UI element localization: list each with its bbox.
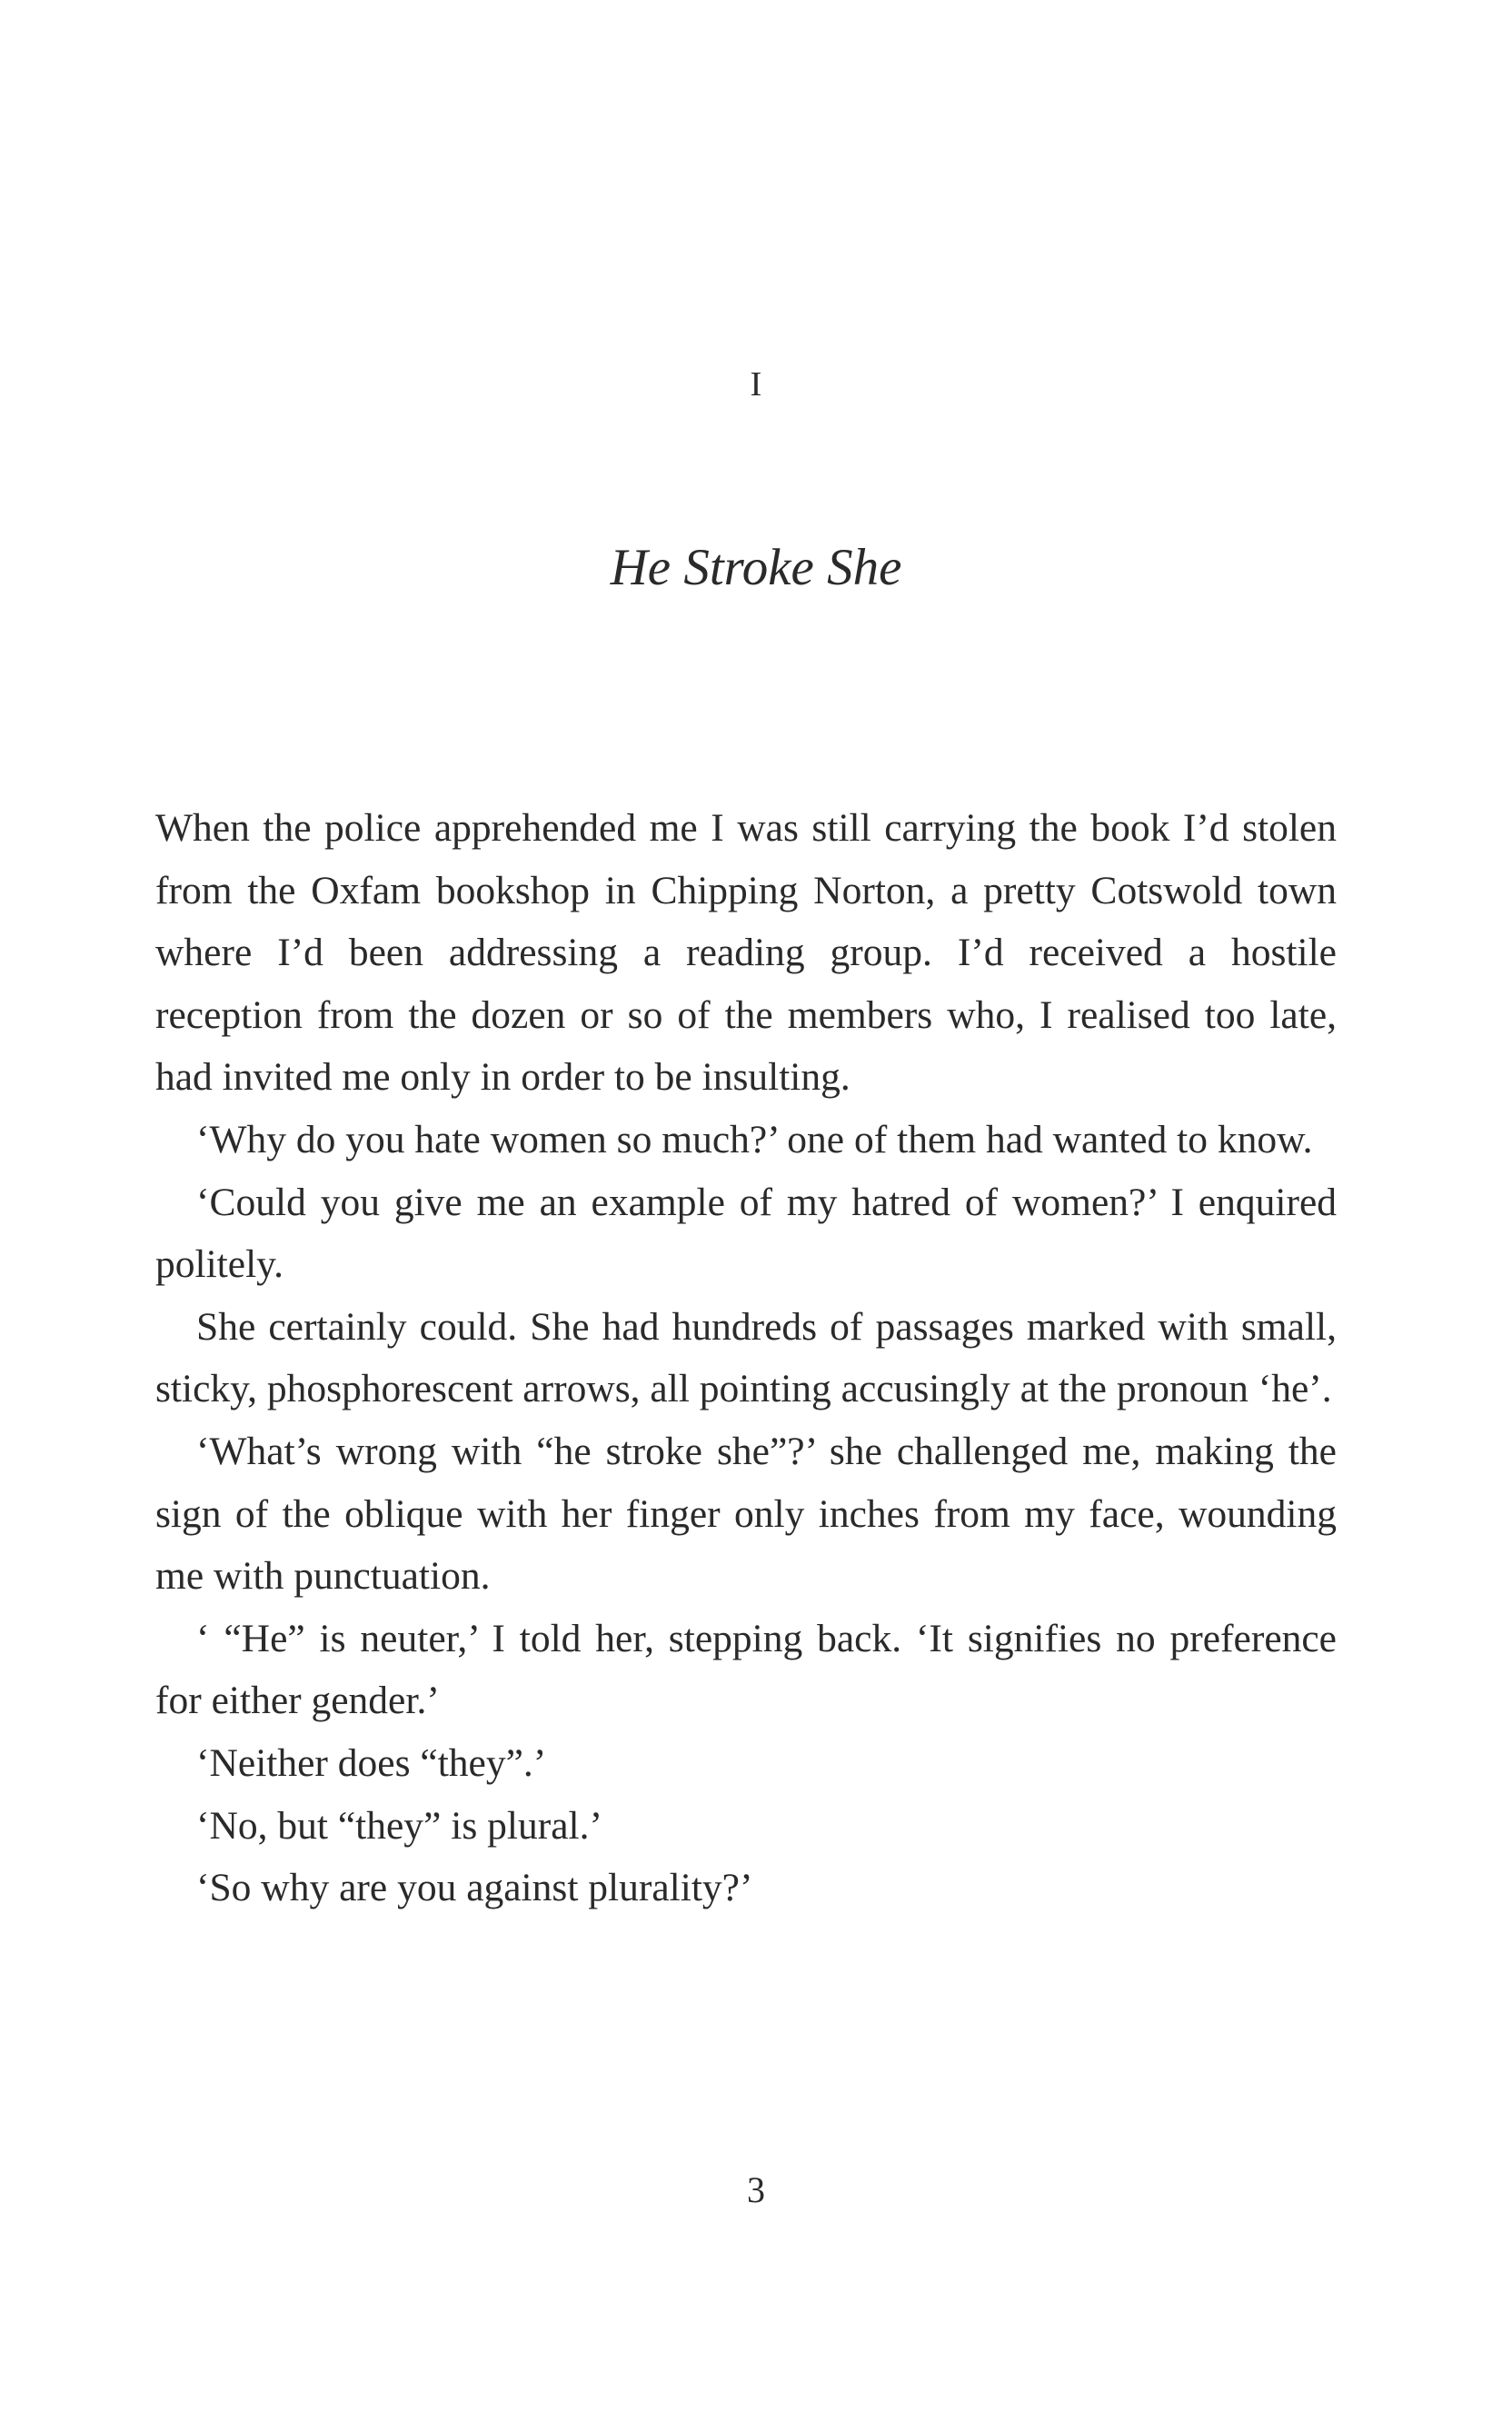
chapter-title: He Stroke She [610, 539, 902, 596]
paragraph: ‘No, but “they” is plural.’ [196, 1803, 602, 1848]
paragraph: ‘Neither does “they”.’ [196, 1740, 547, 1785]
paragraph: ‘ “He” is neuter,’ I told her, stepping back. ‘It signifies no preference for either gender.’ [155, 1616, 1337, 1723]
chapter-number: I [750, 365, 762, 404]
paragraph: She certainly could. She had hundreds of passages marked with small, sticky, phosphorescent arrows, all pointing accusingly at the pronoun ‘he’. [155, 1304, 1337, 1411]
body-text [155, 797, 1337, 1919]
page-number: 3 [747, 2169, 765, 2210]
paragraph: When the police apprehended me I was still carrying the book I’d stolen from the Oxfam bookshop in Chipping Norton, a pretty Cotswold town where I’d been addressing a reading group. I’d received a hostile reception from the dozen or so of the members who, I realised too late, had invited me only in order to be insulting. [155, 806, 1337, 1100]
paragraph: ‘What’s wrong with “he stroke she”?’ she challenged me, making the sign of the oblique with her finger only inches from my face, wounding me with punctuation. [155, 1429, 1337, 1599]
paragraph: ‘Why do you hate women so much?’ one of them had wanted to know. [196, 1117, 1313, 1161]
paragraph: ‘So why are you against plurality?’ [196, 1866, 753, 1910]
paragraph: ‘Could you give me an example of my hatred of women?’ I enquired politely. [155, 1180, 1337, 1287]
